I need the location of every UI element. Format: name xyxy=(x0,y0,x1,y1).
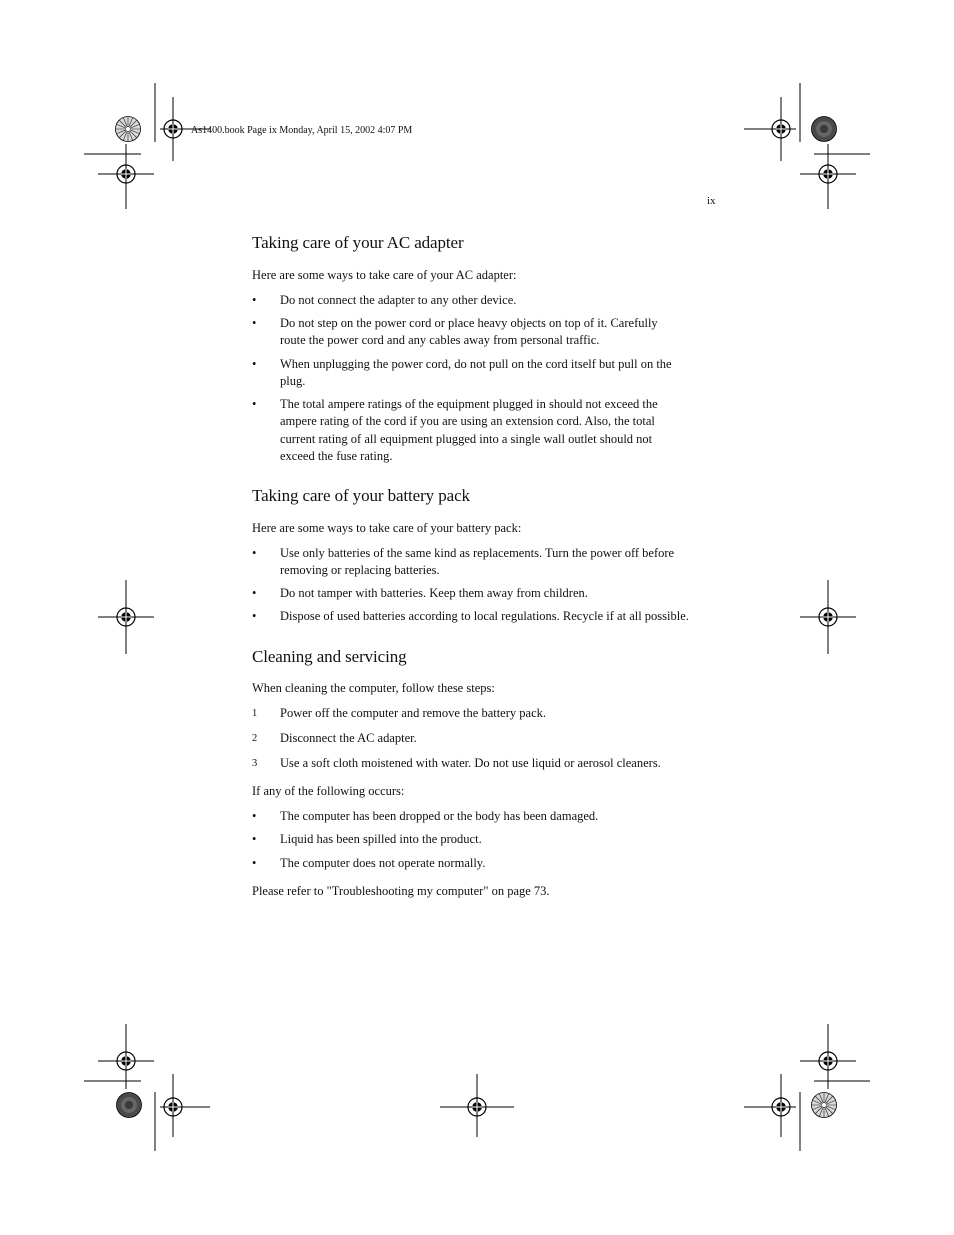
step-text: Power off the computer and remove the battery pack. xyxy=(280,706,546,720)
heading-ac-adapter: Taking care of your AC adapter xyxy=(252,233,464,252)
list-item-text: When unplugging the power cord, do not pull on the cord itself but pull on the plug. xyxy=(280,357,672,389)
bullet: • xyxy=(252,546,257,560)
step-number: 3 xyxy=(252,758,258,769)
list-item xyxy=(252,808,722,825)
list-item xyxy=(252,855,722,872)
list-item-text: Do not step on the power cord or place heavy objects on top of it. Carefully route the power cord and any cables away from personal traffic. xyxy=(280,316,658,348)
list-item-text: Dispose of used batteries according to local regulations. Recycle if at all possible. xyxy=(280,609,689,623)
list-item-text: Use only batteries of the same kind as replacements. Turn the power off before removing or replacing batteries. xyxy=(280,546,675,578)
intro-cleaning: When cleaning the computer, follow these steps: xyxy=(252,681,495,695)
list-item xyxy=(252,585,722,602)
list-item-text: Liquid has been spilled into the product. xyxy=(280,832,482,846)
list-item-text: The total ampere ratings of the equipment plugged in should not exceed the ampere rating of the cord if you are using an extension cord. Also, the total current rating of all equipment plugged into a single wall outlet should not exceed the fuse rating. xyxy=(280,397,658,463)
bullet: • xyxy=(252,586,257,600)
intro-ac-adapter: Here are some ways to take care of your AC adapter: xyxy=(252,268,517,282)
step-number: 2 xyxy=(252,733,258,744)
list-item-text: Do not connect the adapter to any other device. xyxy=(280,293,517,307)
closing-reference: Please refer to "Troubleshooting my computer" on page 73. xyxy=(252,884,550,898)
list-item xyxy=(252,831,722,848)
list-item-text: The computer does not operate normally. xyxy=(280,856,486,870)
print-header: As1400.book Page ix Monday, April 15, 2002 4:07 PM xyxy=(191,125,413,136)
bullet: • xyxy=(252,832,257,846)
step-item xyxy=(252,705,722,722)
list-item-text: Do not tamper with batteries. Keep them away from children. xyxy=(280,586,588,600)
bullet: • xyxy=(252,609,257,623)
step-item xyxy=(252,730,722,747)
list-item xyxy=(252,608,722,625)
step-number: 1 xyxy=(252,708,258,719)
step-item xyxy=(252,755,722,772)
list-item xyxy=(252,292,722,309)
list-item-text: The computer has been dropped or the body has been damaged. xyxy=(280,809,599,823)
intro-battery-pack: Here are some ways to take care of your battery pack: xyxy=(252,521,522,535)
bullet: • xyxy=(252,293,257,307)
bullet: • xyxy=(252,856,257,870)
bullet: • xyxy=(252,809,257,823)
heading-cleaning: Cleaning and servicing xyxy=(252,647,407,666)
bullet: • xyxy=(252,357,257,371)
list-item xyxy=(252,356,722,391)
heading-battery-pack: Taking care of your battery pack xyxy=(252,486,470,505)
list-item xyxy=(252,315,722,350)
list-item xyxy=(252,396,722,465)
step-text: Use a soft cloth moistened with water. Do not use liquid or aerosol cleaners. xyxy=(280,756,661,770)
step-text: Disconnect the AC adapter. xyxy=(280,731,417,745)
condition-intro: If any of the following occurs: xyxy=(252,784,405,798)
page-number: ix xyxy=(707,195,716,207)
bullet: • xyxy=(252,397,257,411)
list-item xyxy=(252,545,722,580)
bullet: • xyxy=(252,316,257,330)
